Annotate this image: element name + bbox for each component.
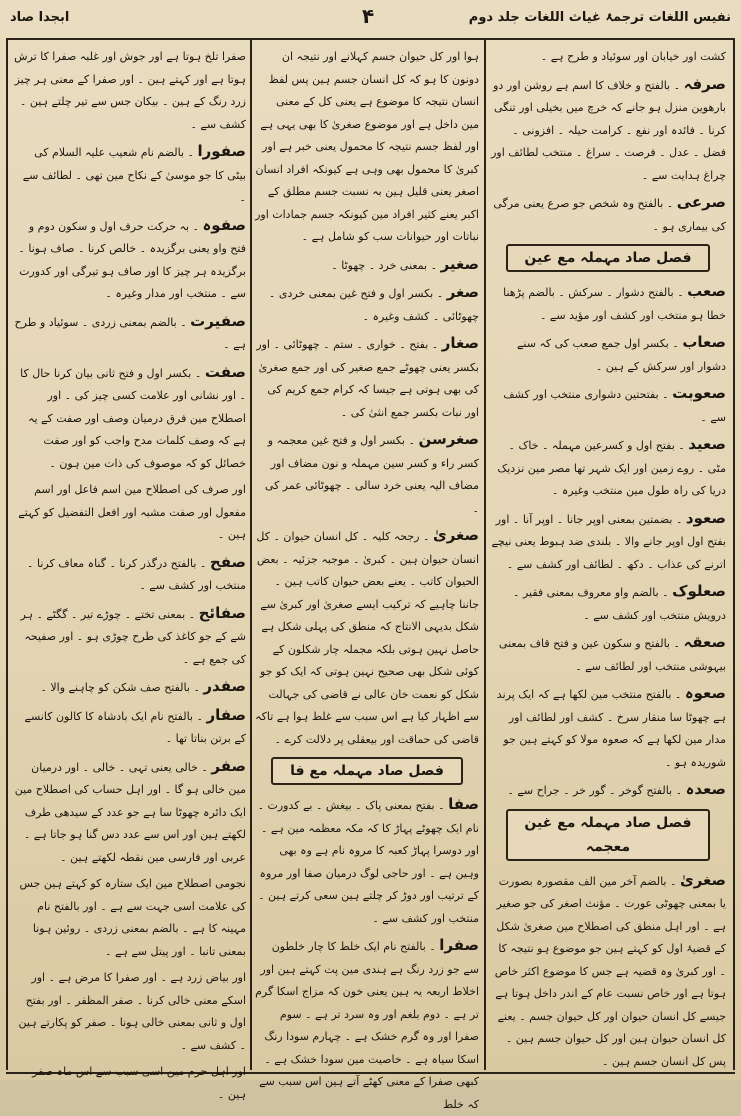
entry-headword: صعلوک (672, 582, 726, 600)
entry-definition: کشت اور خیابان اور سوئیاد و طرح ہے ۔ (540, 50, 726, 63)
entry-definition: بالفتح گوخر ۔ گور خر ۔ جراح سے ۔ (507, 784, 673, 797)
entry-definition: بالفتح نام ایک بادشاہ کا کالون کانسے کے برتن بناتا تھا ۔ (24, 709, 246, 745)
entry-headword: صعب (687, 282, 726, 300)
entry-headword: صعاب (682, 333, 726, 351)
entry-headword: صعوہ (684, 684, 726, 702)
entry-definition: نجومی اصطلاح مین ایک ستارہ کو کہتے ہین جس کی علامت اسی جہت سے ہے ۔ اور بالفتح نام مہینہ کا ہے ۔ بالضم بمعنی زردی ۔ روئین ہونا بمعنی تانبا ۔ اور پیتل سے ہے ۔ (19, 877, 246, 958)
entry-headword: صفورا (197, 142, 246, 160)
section-heading-box: فصل صاد مہملہ مع فا (271, 757, 463, 785)
page-border-right (733, 40, 735, 1070)
dictionary-entry: صعوہ ۔ بالفتح منتخب مین لکھا ہے کہ ایک پرند ہے چھوٹا سا منقار سرخ ۔ کشف اور لطائف اور مدار مین لکھا ہے کہ صعوہ مولا کو کہتے ہین جو شوریدہ ہو ۔ (496, 684, 726, 769)
entry-headword: صفح (209, 552, 246, 571)
entry-definition: صفرا تلخ ہوتا ہے اور جوش اور غلبہ صفرا کا ترش ہوتا ہے اور کہتے ہین ۔ اور صفرا کے معنی ہر چیز زرد رنگ کے ہین ۔ بیکان جس سے تیر چلتے ہین ۔ کشف سے ۔ (14, 50, 246, 131)
entry-headword: صفا (448, 795, 479, 813)
entry-headword: صفائح (198, 603, 246, 622)
dictionary-entry: صعود ۔ بضمتین بمعنی اوپر جانا ۔ اوپر آنا ۔ اور بفتح اول اوپر جانے والا ۔ بلندی ضد ہبوط یعنی نیچے اترنے کی عذاب ۔ دکھ ۔ لطائف اور کشف سے ۔ (491, 508, 726, 571)
entry-definition: بمعنی تختے ۔ چوڑے تیر ۔ گگٹے ۔ ہر شے کے جو کاغذ کی طرح چوڑی ہو ۔ اور صفیحہ کی جمع ہے ۔ (20, 607, 246, 666)
entry-definition: رجحہ کلیہ ۔ کل انسان حیوان ۔ کل انسان حیوان ہین ۔ کبریٰ ۔ موجبہ جزئیہ ۔ بعض الحیوان کاتب ۔ یعنے بعض حیوان کاتب ہین ۔ جاننا چاہیے کہ ترکیب ایسے صغریٰ اور کبریٰ سے شکل بدیہی الانتاج کہ منطق کی پہلی شکل ہے حاصل نہین ہوتی بلکہ مجملہ چار شکلون کے کوئی شکل بھی صحیح نہین ہوتی کہ ایک کو جو شکل کو نعمت خان عالی نے قاضی کی جہالت سے اظہار کیا ہے اس سبب سے غلط ہوا ہے تاکہ قاضی کی حماقت اور بیعقلی پر دلالت کرے ۔ (255, 530, 479, 746)
entry-headword: صغر (446, 283, 479, 301)
dictionary-entry: صفرا ۔ بالفتح نام ایک خلط کا چار خلطون سے جو زرد رنگ ہے ہندی مین پت کہتے ہین اور اخلاط اربعہ یہ ہین یعنی خون کہ مزاج اسکا گرم تر ہے ۔ دوم بلغم اور وہ سرد تر ہے ۔ سوم صفرا اور وہ گرم خشک ہے ۔ چہارم سودا رنگ اسکا سیاہ ہے ۔ خاصیت مین سودا خشک ہے ۔ کبھی صفرا کے معنی کھٹے آتے ہین اس سبب سے کہ خلط (255, 936, 479, 1111)
entry-headword: صعود (685, 508, 726, 527)
entry-definition: بالفتح و خلاف کا اسم ہے روشن اور دو بارھوین منزل ہو جانے کہ خرچ میں بخیلی اور تنگی کرنا ۔ فائدہ اور نفع ۔ کرامت حیلہ ۔ افزونی ۔ فضل ۔ عدل ۔ فرصت ۔ سراغ ۔ منتخب لطائف اور چراغ ہدایت سے ۔ (491, 78, 726, 182)
entry-headword: صفرا (439, 936, 479, 954)
dictionary-entry (255, 46, 479, 249)
entry-headword: صرعی (676, 193, 726, 211)
entry-definition: بکسر اول و فتح غین بمعنی خردی ۔ چھوٹائی ۔ کشف وغیرہ ۔ (268, 287, 479, 323)
dictionary-entry: صفیرت ۔ بالضم بمعنی زردی ۔ سوئیاد و طرح ہے ۔ (14, 311, 246, 351)
section-marker: ابجدا صاد (10, 10, 70, 25)
entry-headword: صرفہ (683, 74, 726, 93)
dictionary-entry: صغریٰ ۔ رجحہ کلیہ ۔ کل انسان حیوان ۔ کل انسان حیوان ہین ۔ کبریٰ ۔ موجبہ جزئیہ ۔ بعض الحیوان کاتب ۔ یعنے بعض حیوان کاتب ہین ۔ جاننا چاہیے کہ ترکیب ایسے صغریٰ اور کبریٰ سے شکل بدیہی الانتاج کہ منطق کی پہلی شکل ہے حاصل نہین ہوتی بلکہ مجملہ چار شکلون کے کوئی شکل بھی صحیح نہین ہوتی کہ ایک کو جو شکل کو نعمت خان عالی نے قاضی کی جہالت سے اظہار کیا ہے اس سبب سے غلط ہوا ہے تاکہ قاضی کی حماقت اور بیعقلی پر دلالت کرے ۔ (255, 526, 479, 746)
entry-headword: صعدہ (685, 780, 726, 798)
dictionary-entry: صعاب ۔ بکسر اول جمع صعب کی کہ سنے دشوار اور سرکش کے ہین ۔ (516, 333, 726, 373)
entry-definition: خالی یعنی تہی ۔ خالی ۔ اور درمیان مین خالی ہو گا ۔ اور اہل حساب کی اصطلاح مین ایک دائرہ چھوٹا سا ہے جو عدد کے سیدھی طرف لکھتے ہین اور اس سے عدد دس گنا ہو جاتا ہے ۔ عربی اور فارسی مین نقطہ لکھتے ہین ۔ (14, 760, 246, 864)
dictionary-entry: صفوہ ۔ بہ حرکت حرف اول و سکون دوم و فتح واو یعنی برگزیدہ ۔ خالص کرنا ۔ صاف ہونا ۔ برگزیدہ ہر چیز کا اور صاف ہو تیرگی اور کدورت سے ۔ منتخب اور مدار وغیرہ ۔ (18, 215, 246, 300)
entry-definition: بالفتح درگذر کرنا ۔ گناہ معاف کرنا ۔ منتخب اور کشف سے ۔ (27, 556, 246, 592)
entry-definition: بمعنی خرد ۔ چھوٹا ۔ (331, 258, 428, 272)
entry-definition: بہ حرکت حرف اول و سکون دوم و فتح واو یعنی برگزیدہ ۔ خالص کرنا ۔ صاف ہونا ۔ برگزیدہ ہر چیز کا اور صاف ہو تیرگی اور کدورت سے ۔ منتخب اور مدار وغیرہ ۔ (18, 219, 246, 300)
entry-headword: صغرسن (418, 430, 479, 448)
column-left (14, 46, 246, 1101)
dictionary-entry: صفا ۔ بفتح بمعنی پاک ۔ بیغش ۔ بے کدورت ۔ نام ایک چھوٹے پہاڑ کا کہ مکہ معظمہ مین ہے ۔ اور دوسرا پہاڑ کعبہ کا مروہ نام ہے وہ بھی وہین ہے ۔ اور حاجی لوگ درمیان صفا اور مروہ کے ترتیب اور دوڑ کر چلتے ہین سعی کرتے ہین ۔ منتخب اور کشف سے ۔ (257, 795, 479, 925)
dictionary-entry: صعقہ ۔ بالفتح و سکون عین و فتح قاف بمعنی بیہوشی منتخب اور لطائف سے ۔ (498, 633, 726, 673)
entry-headword: صغریٰ (679, 870, 726, 889)
column-divider-left (250, 40, 252, 1070)
dictionary-entry: صرعی ۔ بالفتح وہ شخص جو صرع یعنی مرگی کی بیماری ہو ۔ (493, 193, 726, 233)
header-rule (6, 38, 735, 40)
dictionary-entry: صغیر ۔ بمعنی خرد ۔ چھوٹا ۔ (331, 254, 479, 273)
dictionary-entry: صفر ۔ خالی یعنی تہی ۔ خالی ۔ اور درمیان مین خالی ہو گا ۔ اور اہل حساب کی اصطلاح مین ایک دائرہ چھوٹا سا ہے جو عدد کے سیدھی طرف لکھتے ہین اور اس سے عدد دس گنا ہو جاتا ہے ۔ عربی اور فارسی مین نقطہ لکھتے ہین ۔ (14, 756, 246, 864)
column-middle (255, 46, 479, 1111)
entry-headword: صعقہ (683, 633, 726, 651)
dictionary-entry: صرفہ ۔ بالفتح و خلاف کا اسم ہے روشن اور دو بارھوین منزل ہو جانے کہ خرچ میں بخیلی اور تنگی کرنا ۔ فائدہ اور نفع ۔ کرامت حیلہ ۔ افزونی ۔ فضل ۔ عدل ۔ فرصت ۔ سراغ ۔ منتخب لطائف اور چراغ ہدایت سے ۔ (491, 74, 726, 182)
entry-definition: بالفتح وہ شخص جو صرع یعنی مرگی کی بیماری ہو ۔ (493, 197, 726, 233)
entry-headword: صفت (204, 362, 246, 381)
dictionary-entry (14, 967, 246, 1057)
column-right (490, 46, 726, 1070)
dictionary-entry: صفورا ۔ بالضم نام شعیب علیہ السلام کی بیٹی کا جو موسیٰ کے نکاح مین تھی ۔ لطائف سے ۔ (22, 142, 246, 204)
entry-headword: صفوہ (202, 215, 246, 234)
dictionary-entry: صغار ۔ بفتح ۔ خواری ۔ ستم ۔ چھوٹائی ۔ اور بکسر یعنی چھوٹے جمع صغیر کی اور جمع صغریٰ کی بھی ہوتی ہے جیسا کہ کرام جمع کریم کی اور نبات بکسر جمع انثیٰ کی ۔ (256, 334, 479, 419)
page-border-left (6, 40, 8, 1070)
column-divider-right (484, 40, 486, 1070)
dictionary-entry: صفائح ۔ بمعنی تختے ۔ چوڑے تیر ۔ گگٹے ۔ ہر شے کے جو کاغذ کی طرح چوڑی ہو ۔ اور صفیحہ کی جمع ہے ۔ (20, 603, 246, 666)
entry-headword: صفر (211, 756, 246, 775)
entry-definition: بفتح بمعنی پاک ۔ بیغش ۔ بے کدورت ۔ نام ایک چھوٹے پہاڑ کا کہ مکہ معظمہ مین ہے ۔ اور دوسرا پہاڑ کعبہ کا مروہ نام ہے وہ بھی وہین ہے ۔ اور حاجی لوگ درمیان صفا اور مروہ کے ترتیب اور دوڑ کر چلتے ہین سعی کرتے ہین ۔ منتخب اور کشف سے ۔ (257, 799, 479, 925)
dictionary-entry: صفت ۔ بکسر اول و فتح ثانی بیان کرنا حال کا ۔ اور نشانی اور علامت کسی چیز کی ۔ اور اصطلاح مین فرق درمیان وصف اور صفت کے یہ ہے کہ وصف کلمات مدح واجب کو اور صفت خصائل کو کہ موصوف کی ذات مین ہون ۔ (20, 362, 246, 470)
entry-definition: بالفتح نام ایک خلط کا چار خلطون سے جو زرد رنگ ہے ہندی مین پت کہتے ہین اور اخلاط اربعہ یہ ہین یعنی خون کہ مزاج اسکا گرم تر ہے ۔ دوم بلغم اور وہ سرد تر ہے ۔ سوم صفرا اور وہ گرم خشک ہے ۔ چہارم سودا رنگ اسکا سیاہ ہے ۔ خاصیت مین سودا خشک ہے ۔ کبھی صفرا کے معنی کھٹے آتے ہین اس سبب سے کہ خلط (255, 940, 479, 1111)
entry-definition: بالضم نام شعیب علیہ السلام کی بیٹی کا جو موسیٰ کے نکاح مین تھی ۔ لطائف سے ۔ (22, 146, 246, 204)
dictionary-entry: صفار ۔ بالفتح نام ایک بادشاہ کا کالون کانسے کے برتن بناتا تھا ۔ (24, 705, 246, 745)
entry-definition: بکسر اول جمع صعب کی کہ سنے دشوار اور سرکش کے ہین ۔ (516, 337, 726, 373)
entry-definition: اور اہل حرم مین اسی سبب سے اس ماہ صفر ہین ۔ (32, 1065, 246, 1101)
entry-definition: بکسر اول و فتح غین معجمہ و کسر راء و کسر سین مہملہ و نون مضاف اور مضاف الیہ یعنی خرد سالی ۔ چھوٹائی عمر کی ۔ (264, 434, 479, 515)
dictionary-entry (14, 1061, 246, 1106)
entry-definition: بفتح ۔ خواری ۔ ستم ۔ چھوٹائی ۔ اور بکسر یعنی چھوٹے جمع صغیر کی اور جمع صغریٰ کی بھی ہوتی ہے جیسا کہ کرام جمع کریم کی اور نبات بکسر جمع انثیٰ کی ۔ (256, 338, 479, 419)
dictionary-entry (14, 479, 246, 547)
entry-definition: بالضم آخر مین الف مقصورہ بصورت یا بمعنی چھوٹی عورت ۔ مؤنث اصغر کی جو صغیر ہے ۔ اور اہل منطق کی اصطلاح مین صغریٰ شکل کے قضیۂ اول کو کہتے ہین جو موضوع ہو نتیجہ کا ۔ اور کبریٰ وہ قضیہ ہے جس کا موضوع اکثر خاص ہوتا ہے اور خاص نسبت عام کے اندر داخل ہوتا ہے جیسے کل انسان حیوان اور کل حیوان جسم ۔ یعنے کل انسان حیوان ہین اور کل حیوان جسم ہین ۔ پس کل انسان جسم ہین ۔ (494, 874, 726, 1068)
dictionary-entry: صعید ۔ بفتح اول و کسرعین مہملہ ۔ خاک ۔ مٹی ۔ روے زمین اور ایک شہر تھا مصر مین نزدیک دریا کی راہ طول مین منتخب وغیرہ ۔ (497, 435, 726, 497)
entry-headword: صعوبت (672, 384, 726, 402)
entry-definition: اور بیاض زرد ہے ۔ اور صفرا کا مرض ہے ۔ اور اسکے معنی خالی کرنا ۔ صفر المظفر ۔ اور بفتح اول و ثانی بمعنی خالی ہونا ۔ صفر کو پکارتے ہین ۔ کشف سے ۔ (18, 971, 246, 1052)
dictionary-entry (14, 873, 246, 963)
entry-definition: بفتح اول و کسرعین مہملہ ۔ خاک ۔ مٹی ۔ روے زمین اور ایک شہر تھا مصر مین نزدیک دریا کی راہ طول مین منتخب وغیرہ ۔ (497, 439, 726, 497)
entry-headword: صفدر (203, 677, 246, 695)
entry-definition: بفتحتین دشواری منتخب اور کشف سے ۔ (503, 388, 726, 424)
entry-headword: صفار (206, 705, 246, 724)
entry-definition: بالفتح صف شکن کو چاہنے والا ۔ (40, 681, 190, 694)
running-title: نفیس اللغات ترجمۂ غیاث اللغات جلد دوم (468, 10, 731, 25)
entry-definition: ہوا اور کل حیوان جسم کہلانے اور نتیجہ ان دونون کا ہو کہ کل انسان جسم ہین پس لفظ انسان نتیجہ کا موضوع ہے یعنی کل کے معنی مین داخل ہے اور موضوع صغریٰ کا بھی یہی ہے اور لفظ جسم نتیجہ کا محمول یعنی خبر ہے اور کبریٰ کا محمول بھی وہی ہے کیونکہ افراد انسان اصغر یعنی قلیل ہین بہ نسبت جسم مطلق کے اکبر یعنے کثیر افراد مین کیونکہ جسم جمادات اور نباتات اور حیوانات سب کو شامل ہے ۔ (255, 50, 479, 243)
entry-headword: صغیر (440, 254, 479, 273)
entry-definition: بضمتین بمعنی اوپر جانا ۔ اوپر آنا ۔ اور بفتح اول اوپر جانے والا ۔ بلندی ضد ہبوط یعنی نیچے اترنے کی عذاب ۔ دکھ ۔ لطائف اور کشف سے ۔ (491, 512, 726, 571)
entry-definition: بالضم واو معروف بمعنی فقیر ۔ درویش منتخب اور کشف سے ۔ (513, 586, 726, 622)
dictionary-entry: صغریٰ ۔ بالضم آخر مین الف مقصورہ بصورت یا بمعنی چھوٹی عورت ۔ مؤنث اصغر کی جو صغیر ہے ۔ اور اہل منطق کی اصطلاح مین صغریٰ شکل کے قضیۂ اول کو کہتے ہین جو موضوع ہو نتیجہ کا ۔ اور کبریٰ وہ قضیہ ہے جس کا موضوع اکثر خاص ہوتا ہے اور خاص نسبت عام کے اندر داخل ہوتا ہے جیسے کل انسان حیوان اور کل حیوان جسم ۔ یعنے کل انسان حیوان ہین اور کل حیوان جسم ہین ۔ پس کل انسان جسم ہین ۔ (494, 870, 726, 1068)
entry-headword: صفیرت (190, 311, 246, 330)
page-number: ۴ (362, 4, 375, 28)
dictionary-entry: صعلوک ۔ بالضم واو معروف بمعنی فقیر ۔ درویش منتخب اور کشف سے ۔ (513, 582, 726, 622)
dictionary-entry (490, 46, 726, 69)
entry-headword: صغار (441, 334, 479, 352)
section-heading-box: فصل صاد مہملہ مع غین معجمہ (506, 809, 710, 861)
dictionary-entry (14, 46, 246, 136)
entry-definition: بالفتح دشوار ۔ سرکش ۔ بالضم پڑھنا خطا ہو منتخب اور کشف اور مؤید سے ۔ (503, 286, 726, 322)
entry-definition: بالضم بمعنی زردی ۔ سوئیاد و طرح ہے ۔ (14, 315, 246, 351)
entry-definition: اور صرف کی اصطلاح مین اسم فاعل اور اسم مفعول اور صفت مشبہ اور افعل التفضیل کو کہتے ہین ۔ (18, 483, 246, 541)
dictionary-entry: صعوبت ۔ بفتحتین دشواری منتخب اور کشف سے ۔ (503, 384, 726, 424)
dictionary-entry: صفدر ۔ بالفتح صف شکن کو چاہنے والا ۔ (40, 677, 246, 695)
entry-headword: صغریٰ (432, 526, 479, 544)
section-heading-box: فصل صاد مہملہ مع عین (506, 244, 710, 272)
dictionary-entry: صعدہ ۔ بالفتح گوخر ۔ گور خر ۔ جراح سے ۔ (507, 780, 726, 798)
entry-definition: بالفتح و سکون عین و فتح قاف بمعنی بیہوشی منتخب اور لطائف سے ۔ (498, 637, 726, 673)
entry-definition: بالفتح منتخب مین لکھا ہے کہ ایک پرند ہے چھوٹا سا منقار سرخ ۔ کشف اور لطائف اور مدار مین لکھا ہے کہ صعوہ مولا کو کہتے ہین جو شوریدہ ہو ۔ (496, 688, 726, 769)
dictionary-entry: صفح ۔ بالفتح درگذر کرنا ۔ گناہ معاف کرنا ۔ منتخب اور کشف سے ۔ (27, 552, 246, 592)
page-header (0, 0, 741, 40)
dictionary-entry: صغر ۔ بکسر اول و فتح غین بمعنی خردی ۔ چھوٹائی ۔ کشف وغیرہ ۔ (268, 283, 479, 323)
dictionary-entry: صعب ۔ بالفتح دشوار ۔ سرکش ۔ بالضم پڑھنا خطا ہو منتخب اور کشف اور مؤید سے ۔ (503, 282, 726, 322)
dictionary-entry: صغرسن ۔ بکسر اول و فتح غین معجمہ و کسر راء و کسر سین مہملہ و نون مضاف اور مضاف الیہ یعنی خرد سالی ۔ چھوٹائی عمر کی ۔ (264, 430, 479, 515)
entry-headword: صعید (688, 435, 726, 453)
entry-definition: بکسر اول و فتح ثانی بیان کرنا حال کا ۔ اور نشانی اور علامت کسی چیز کی ۔ اور اصطلاح مین فرق درمیان وصف اور صفت کے یہ ہے کہ وصف کلمات مدح واجب کو اور صفت خصائل کو کہ موصوف کی ذات مین ہون ۔ (20, 366, 246, 470)
